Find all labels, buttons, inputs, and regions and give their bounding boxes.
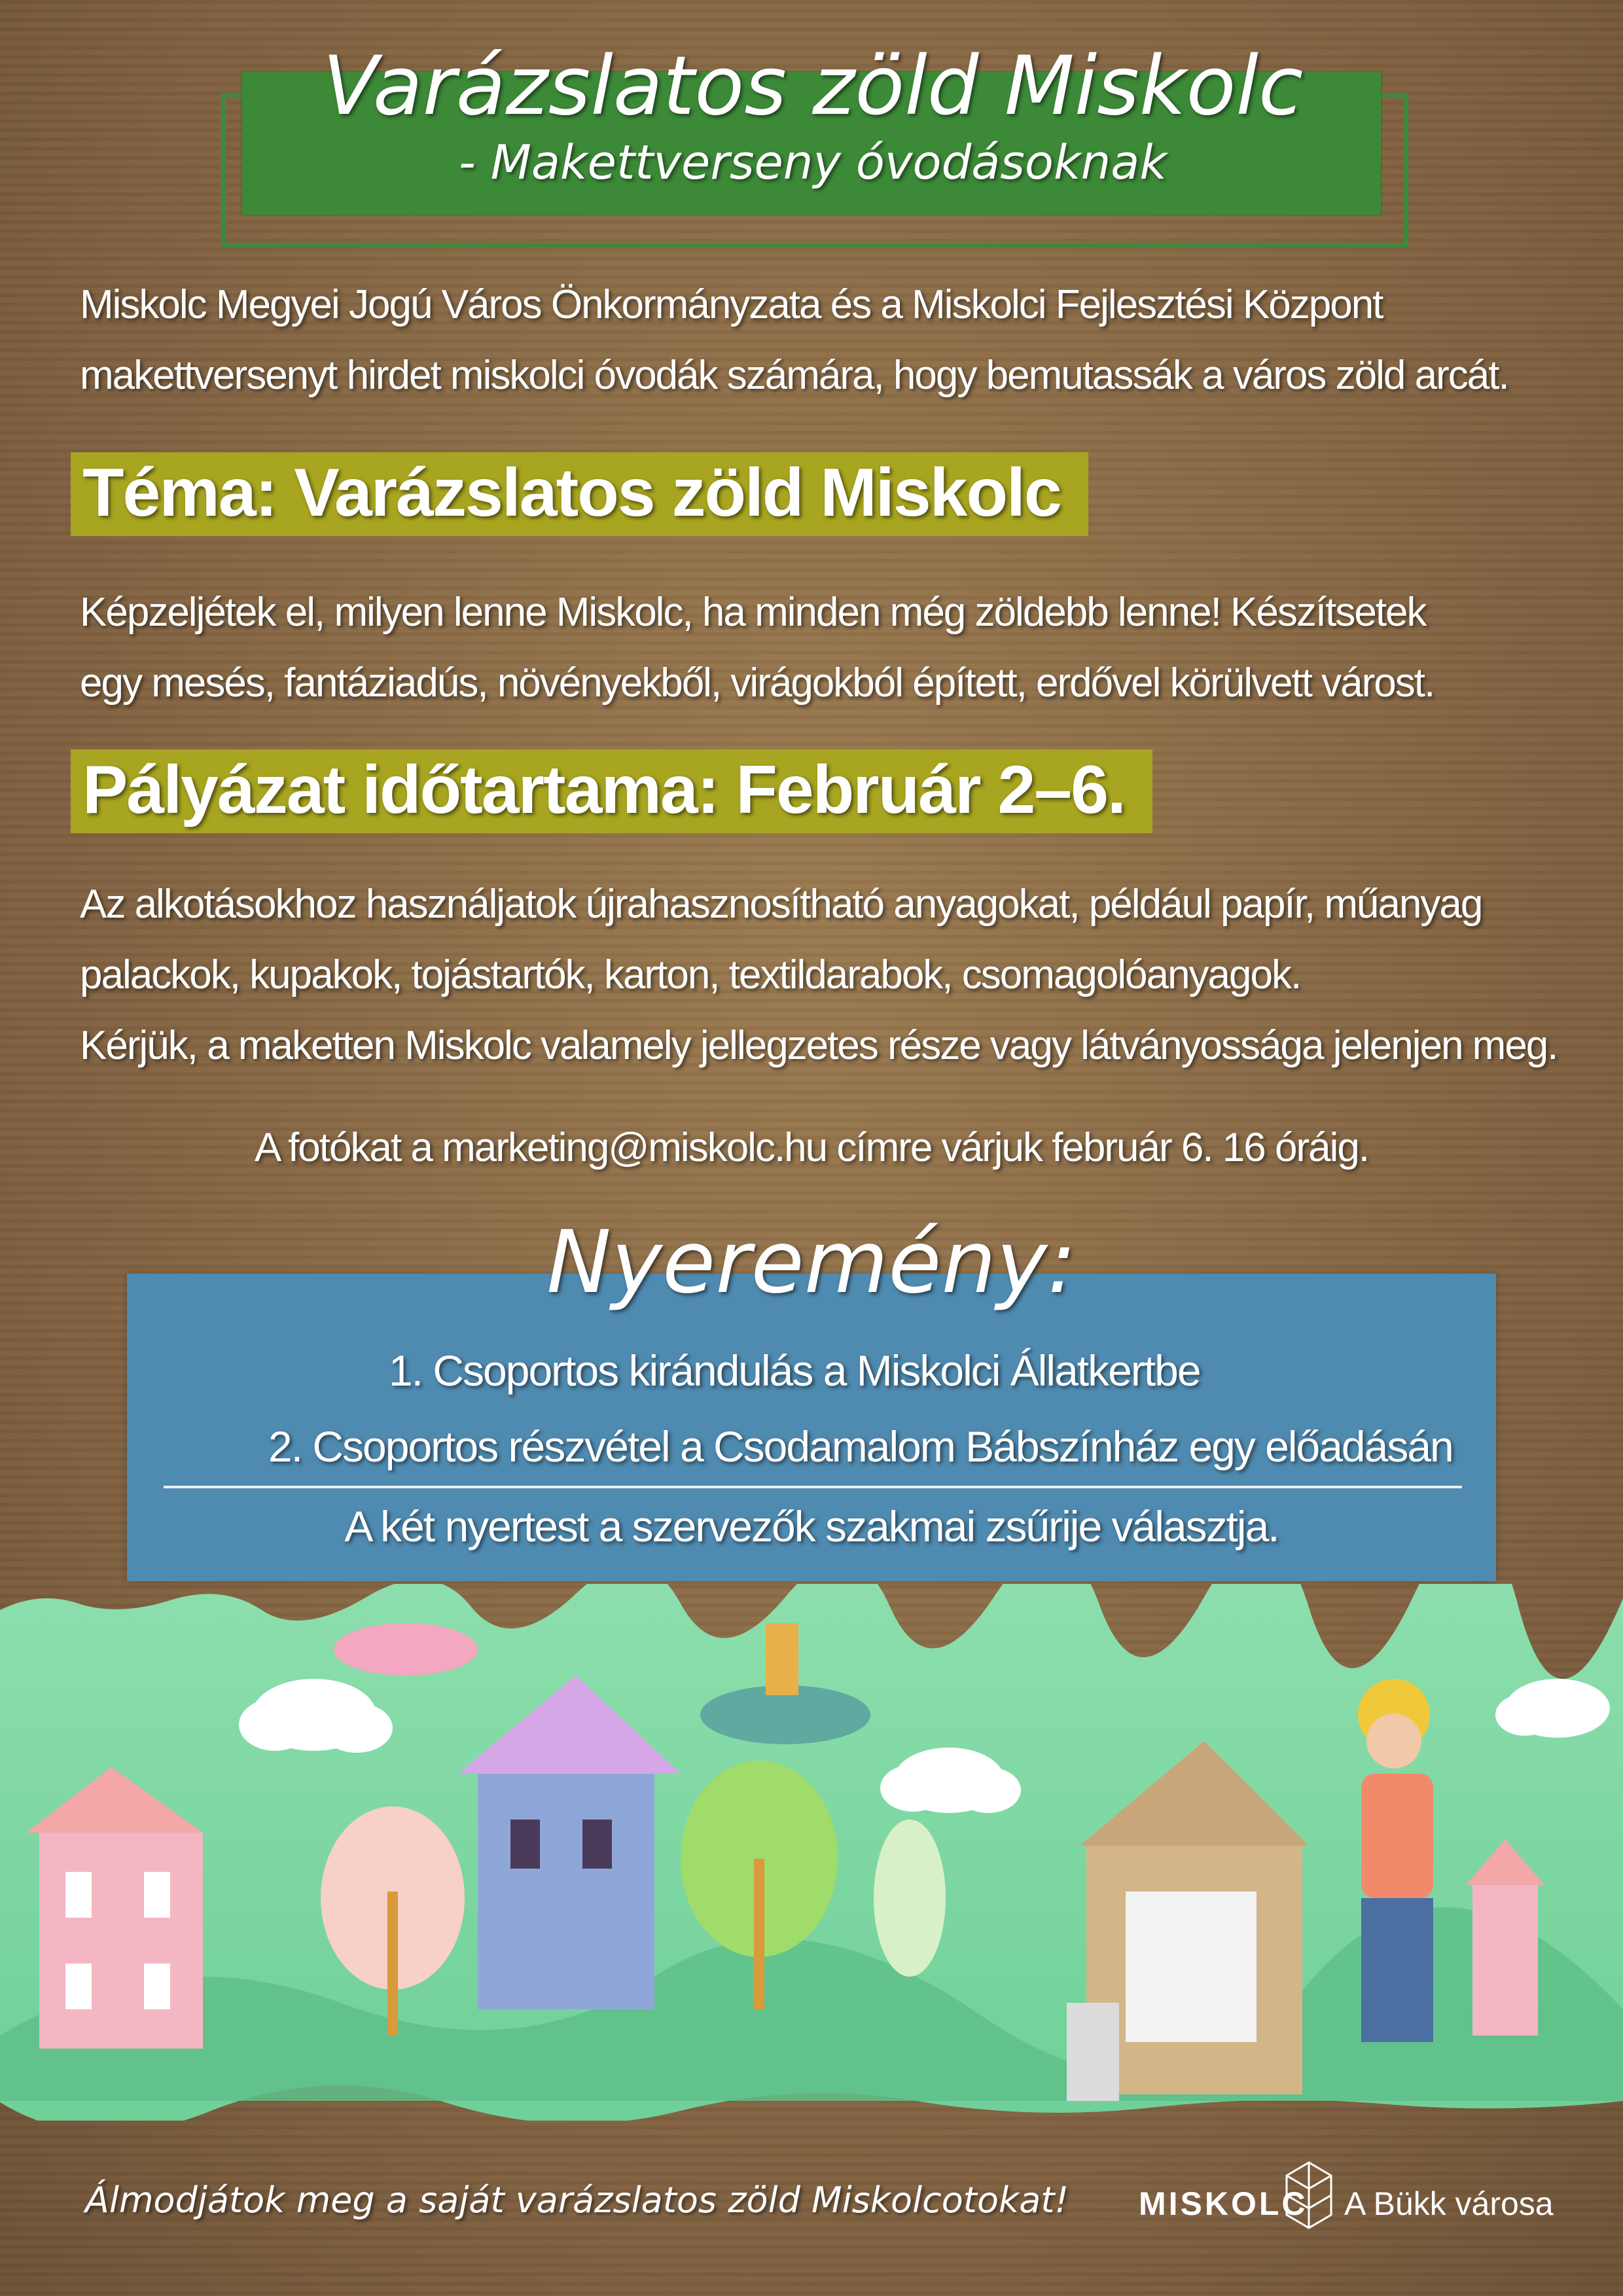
duration-paragraph	[80, 869, 1559, 1081]
duration-line: Az alkotásokhoz használjatok újrahasznosítható anyagokat, például papír, műanyag	[80, 882, 1482, 927]
logo-name: MISKOLC	[1139, 2185, 1308, 2222]
theme-heading: Téma: Varázslatos zöld Miskolc	[71, 452, 1088, 536]
page-title: Varázslatos zöld Miskolc	[322, 39, 1304, 134]
duration-line: palackok, kupakok, tojástartók, karton, textildarabok, csomagolóanyagok.	[80, 952, 1301, 997]
hexagon-leaf-icon	[1283, 2160, 1335, 2232]
prize-note: A két nyertest a szervezők szakmai zsűrije választja.	[344, 1502, 1279, 1551]
theme-heading-wrap	[71, 454, 1088, 532]
page-subtitle: - Makettverseny óvodásoknak	[458, 135, 1168, 190]
prize-item-2: 2. Csoportos részvétel a Csodamalom Bábszínház egy előadásán	[268, 1422, 1453, 1471]
kindergarten-illustration	[0, 1584, 1623, 2121]
theme-line: egy mesés, fantáziadús, növényekből, virágokból épített, erdővel körülvett várost.	[80, 660, 1435, 706]
intro-paragraph	[80, 270, 1559, 411]
duration-heading: Pályázat időtartama: Február 2–6.	[71, 749, 1152, 833]
child-builder-photo	[1358, 1679, 1433, 2042]
intro-line: makettversenyt hirdet miskolci óvodák számára, hogy bemutassák a város zöld arcát.	[80, 353, 1508, 398]
prize-item-1: 1. Csoportos kirándulás a Miskolci Állatkertbe	[389, 1346, 1200, 1395]
intro-line: Miskolc Megyei Jogú Város Önkormányzata és a Miskolci Fejlesztési Központ	[80, 282, 1383, 327]
logo-tagline: A Bükk városa	[1344, 2185, 1554, 2222]
prize-list	[127, 1333, 1496, 1484]
theme-line: Képzeljétek el, milyen lenne Miskolc, ha minden még zöldebb lenne! Készítsetek	[80, 590, 1426, 635]
tree-illustration	[874, 1820, 946, 1977]
theme-paragraph	[80, 577, 1559, 719]
prize-divider	[164, 1486, 1462, 1488]
deadline-text: A fotókat a marketing@miskolc.hu címre várjuk február 6. 16 óráig.	[254, 1125, 1369, 1170]
duration-heading-wrap	[71, 751, 1152, 829]
duration-line: Kérjük, a maketten Miskolc valamely jellegzetes része vagy látványossága jelenjen meg.	[80, 1023, 1558, 1068]
prize-title: Nyeremény:	[546, 1212, 1077, 1313]
footer-slogan: Álmodjátok meg a saját varázslatos zöld Miskolcotokat!	[85, 2179, 1069, 2221]
